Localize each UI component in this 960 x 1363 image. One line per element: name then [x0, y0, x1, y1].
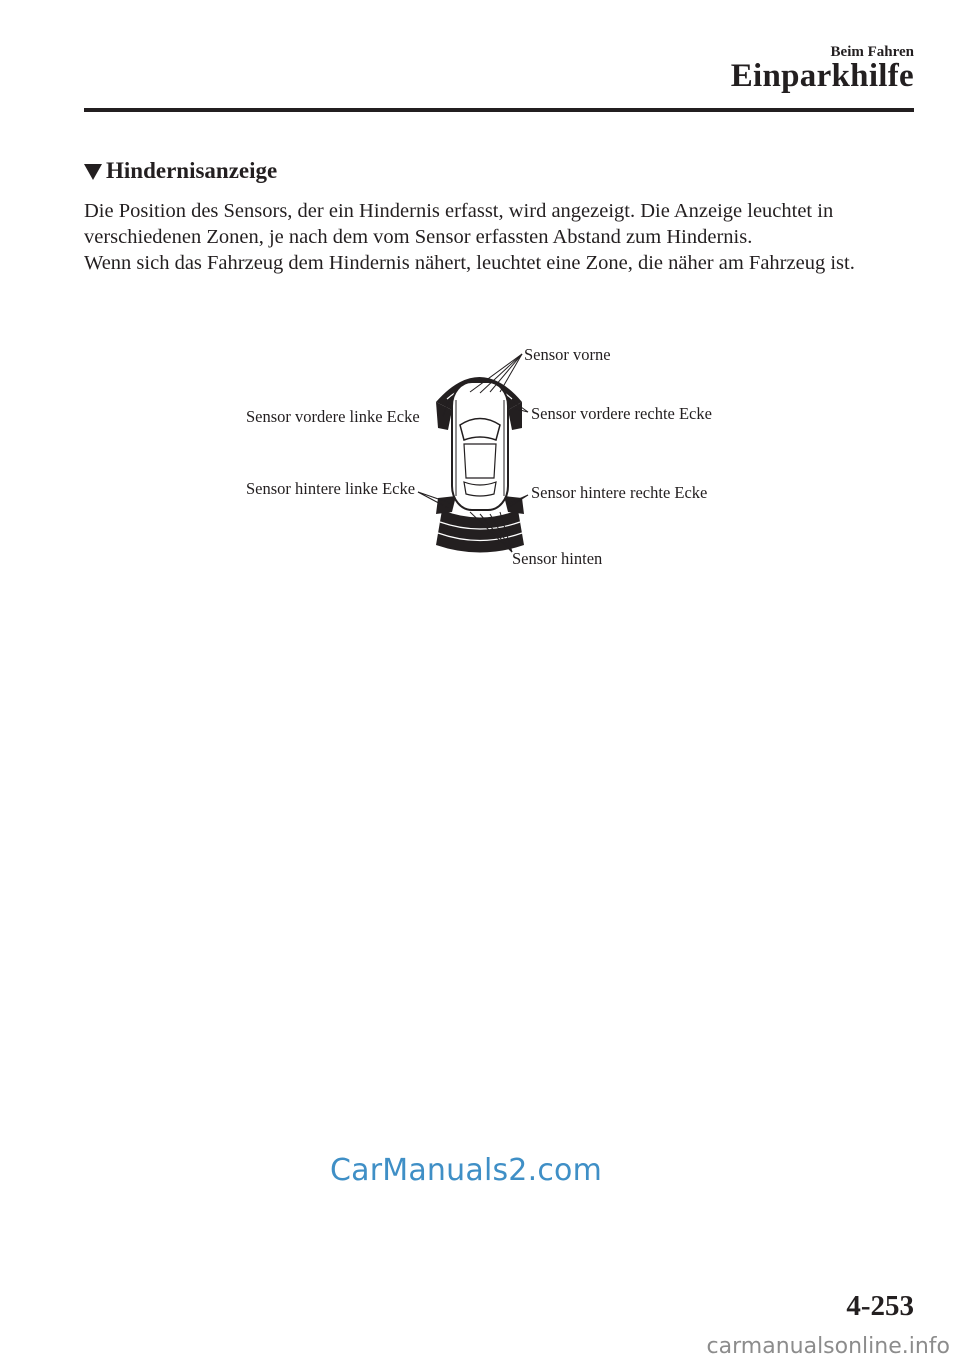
sensor-diagram — [0, 330, 960, 580]
rear-sensor-zone — [436, 510, 524, 553]
header-rule — [84, 108, 914, 112]
sensor-diagram-graphic — [0, 330, 960, 580]
paragraph: Die Position des Sensors, der ein Hindernis erfasst, wird angezeigt. Die Anzeige leuchtet in verschiedenen Zonen, je nach dem vom Sensor erfassten Abstand zum Hindernis. — [84, 200, 834, 248]
triangle-marker-icon — [84, 164, 102, 180]
body-text — [84, 198, 916, 276]
label-sensor-rear-right: Sensor hintere rechte Ecke — [531, 483, 708, 502]
footer-site: carmanualsonline.info — [706, 1334, 950, 1359]
section-heading — [84, 158, 277, 184]
label-sensor-rear: Sensor hinten — [512, 549, 603, 568]
page-number: 4-253 — [846, 1290, 914, 1322]
header-section: Beim Fahren — [830, 44, 914, 60]
watermark: CarManuals2.com — [330, 1153, 603, 1188]
label-sensor-front-right: Sensor vordere rechte Ecke — [531, 404, 712, 423]
label-sensor-rear-left: Sensor hintere linke Ecke — [246, 479, 416, 498]
car-outline — [452, 382, 508, 510]
page-title: Einparkhilfe — [730, 58, 914, 94]
label-sensor-front-left: Sensor vordere linke Ecke — [246, 407, 420, 426]
paragraph: Wenn sich das Fahrzeug dem Hindernis nähert, leuchtet eine Zone, die näher am Fahrzeug ist. — [84, 252, 855, 274]
rear-right-sensor-zone — [504, 496, 524, 514]
label-sensor-front: Sensor vorne — [524, 345, 611, 364]
section-heading-text: Hindernisanzeige — [106, 158, 278, 183]
